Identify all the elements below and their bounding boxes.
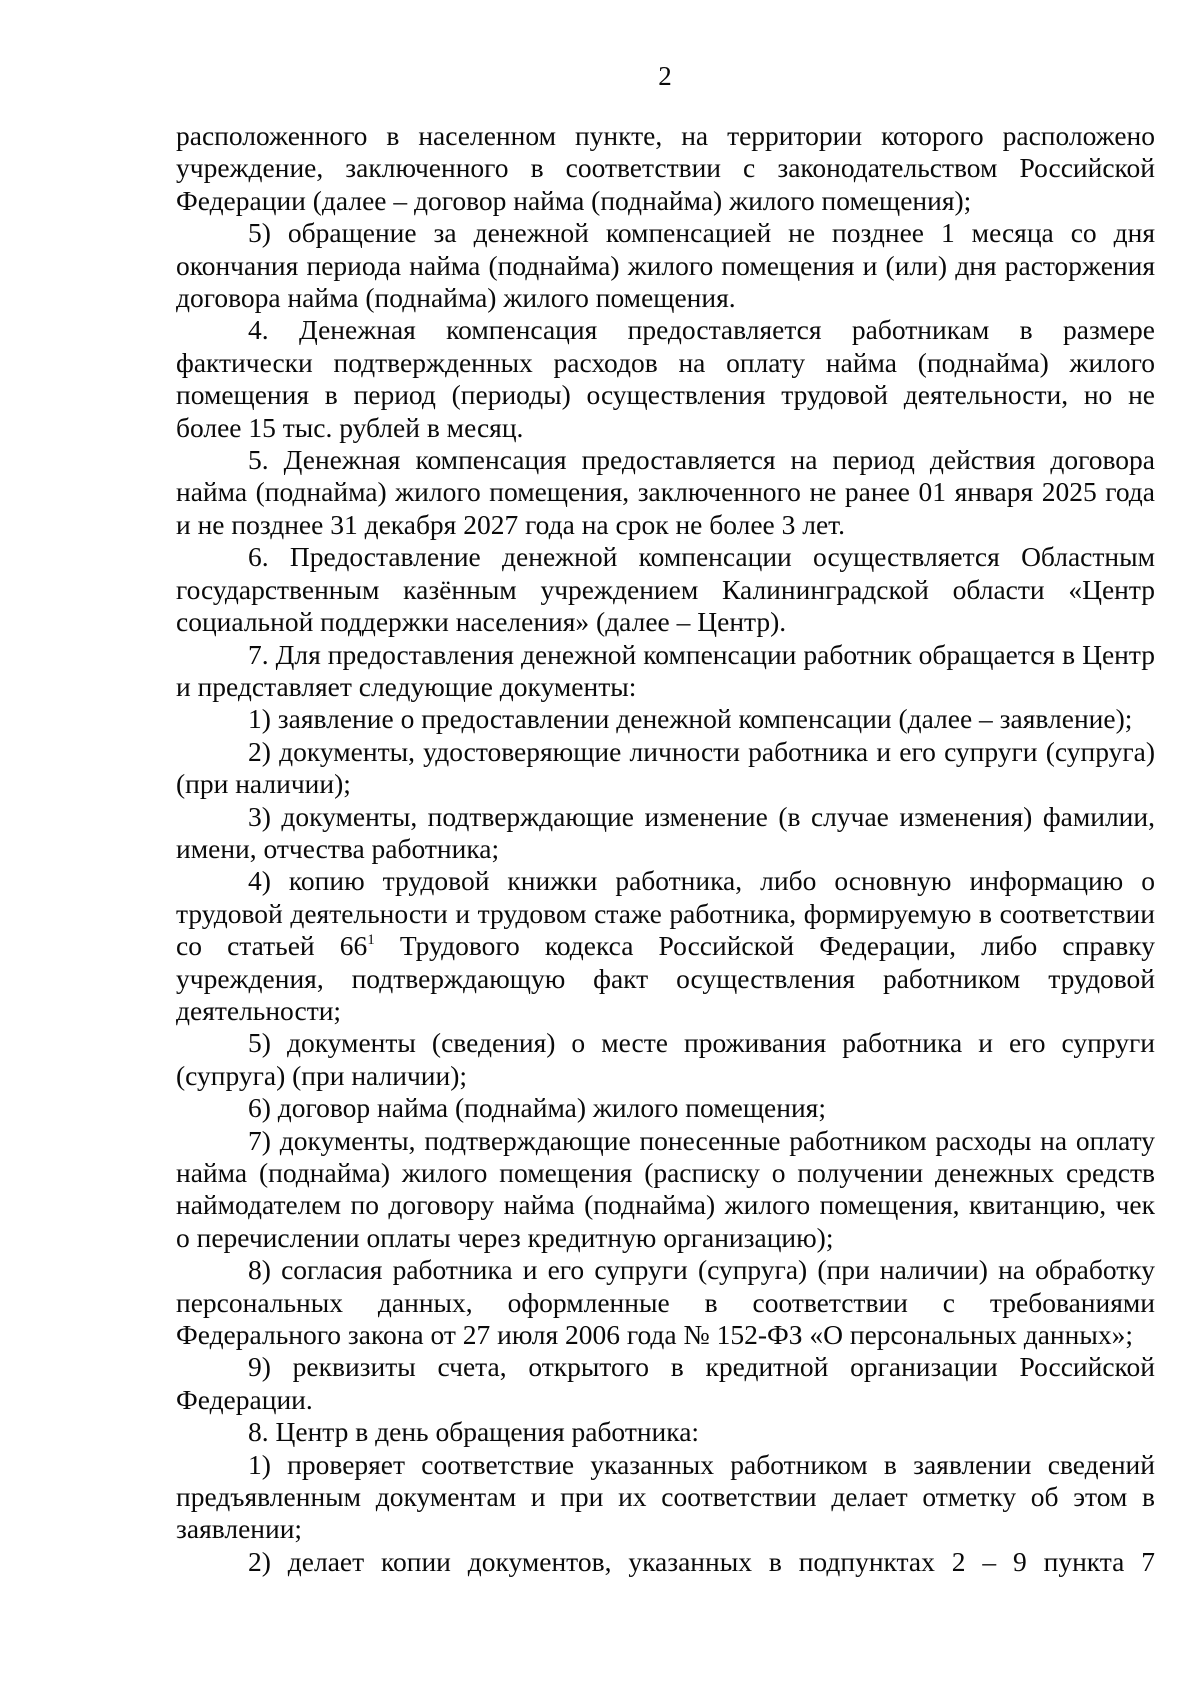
paragraph-item-7-2: 2) документы, удостоверяющие личности работника и его супруги (супруга) (при наличии); bbox=[176, 735, 1155, 800]
document-body bbox=[176, 120, 1155, 1578]
item-7-4-text-end: Трудового кодекса Российской Федерации, либо справку учреждения, подтверждающую факт осуществления работником трудовой деятельности; bbox=[176, 930, 1155, 1026]
paragraph-item-7-7: 7) документы, подтверждающие понесенные работником расходы на оплату найма (поднайма) жилого помещения (расписку о получении денежных средств наймодателем по договору найма (поднайма) жилого помещения, квитанцию, чек о перечислении оплаты через кредитную организацию); bbox=[176, 1124, 1155, 1253]
paragraph-item-7-3: 3) документы, подтверждающие изменение (в случае изменения) фамилии, имени, отчества работника; bbox=[176, 800, 1155, 864]
paragraph-continuation: расположенного в населенном пункте, на территории которого расположено учреждение, заключенного в соответствии с законодательством Российской Федерации (далее – договор найма (поднайма) жилого помещения); bbox=[176, 120, 1155, 216]
paragraph-item-7-6: 6) договор найма (поднайма) жилого помещения; bbox=[248, 1092, 826, 1124]
paragraph-clause-5: 5. Денежная компенсация предоставляется на период действия договора найма (поднайма) жилого помещения, заключенного не ранее 01 января 2025 года и не позднее 31 декабря 2027 года на срок не более 3 лет. bbox=[176, 444, 1155, 540]
paragraph-item-8-1: 1) проверяет соответствие указанных работником в заявлении сведений предъявленным документам и при их соответствии делает отметку об этом в заявлении; bbox=[176, 1448, 1155, 1545]
item-7-4-text-start: 4) копию трудовой книжки работника, либо основную информацию о трудовой деятельности и трудовом стаже работника, формируемую в соответствии со статьей 66 bbox=[176, 865, 1155, 962]
paragraph-item-7-1: 1) заявление о предоставлении денежной компенсации (далее – заявление); bbox=[248, 703, 1133, 735]
paragraph-clause-4: 4. Денежная компенсация предоставляется работникам в размере фактически подтвержденных расходов на оплату найма (поднайма) жилого помещения в период (периоды) осуществления трудовой деятельности, но не более 15 тыс. рублей в месяц. bbox=[176, 314, 1155, 443]
paragraph-item-7-9: 9) реквизиты счета, открытого в кредитной организации Российской Федерации. bbox=[176, 1351, 1155, 1415]
paragraph-item-7-4 bbox=[176, 865, 1155, 1027]
paragraph-clause-8: 8. Центр в день обращения работника: bbox=[248, 1416, 700, 1448]
paragraph-item-8-2: 2) делает копии документов, указанных в подпунктах 2 – 9 пункта 7 bbox=[248, 1545, 1155, 1577]
paragraph-clause-7: 7. Для предоставления денежной компенсации работник обращается в Центр и представляет следующие документы: bbox=[176, 638, 1155, 702]
paragraph-clause-6: 6. Предоставление денежной компенсации осуществляется Областным государственным казённым учреждением Калининградской области «Центр социальной поддержки населения» (далее – Центр). bbox=[176, 541, 1155, 638]
paragraph-item-3-5: 5) обращение за денежной компенсацией не позднее 1 месяца со дня окончания периода найма (поднайма) жилого помещения и (или) дня расторжения договора найма (поднайма) жилого помещения. bbox=[176, 217, 1155, 314]
paragraph-item-7-8: 8) согласия работника и его супруги (супруга) (при наличии) на обработку персональных данных, оформленные в соответствии с требованиями Федерального закона от 27 июля 2006 года № 152-ФЗ «О персональных данных»; bbox=[176, 1254, 1155, 1351]
paragraph-item-7-5: 5) документы (сведения) о месте проживания работника и его супруги (супруга) (при наличии); bbox=[176, 1027, 1155, 1091]
page-number: 2 bbox=[658, 61, 672, 91]
superscript-article-index: 1 bbox=[367, 932, 375, 949]
